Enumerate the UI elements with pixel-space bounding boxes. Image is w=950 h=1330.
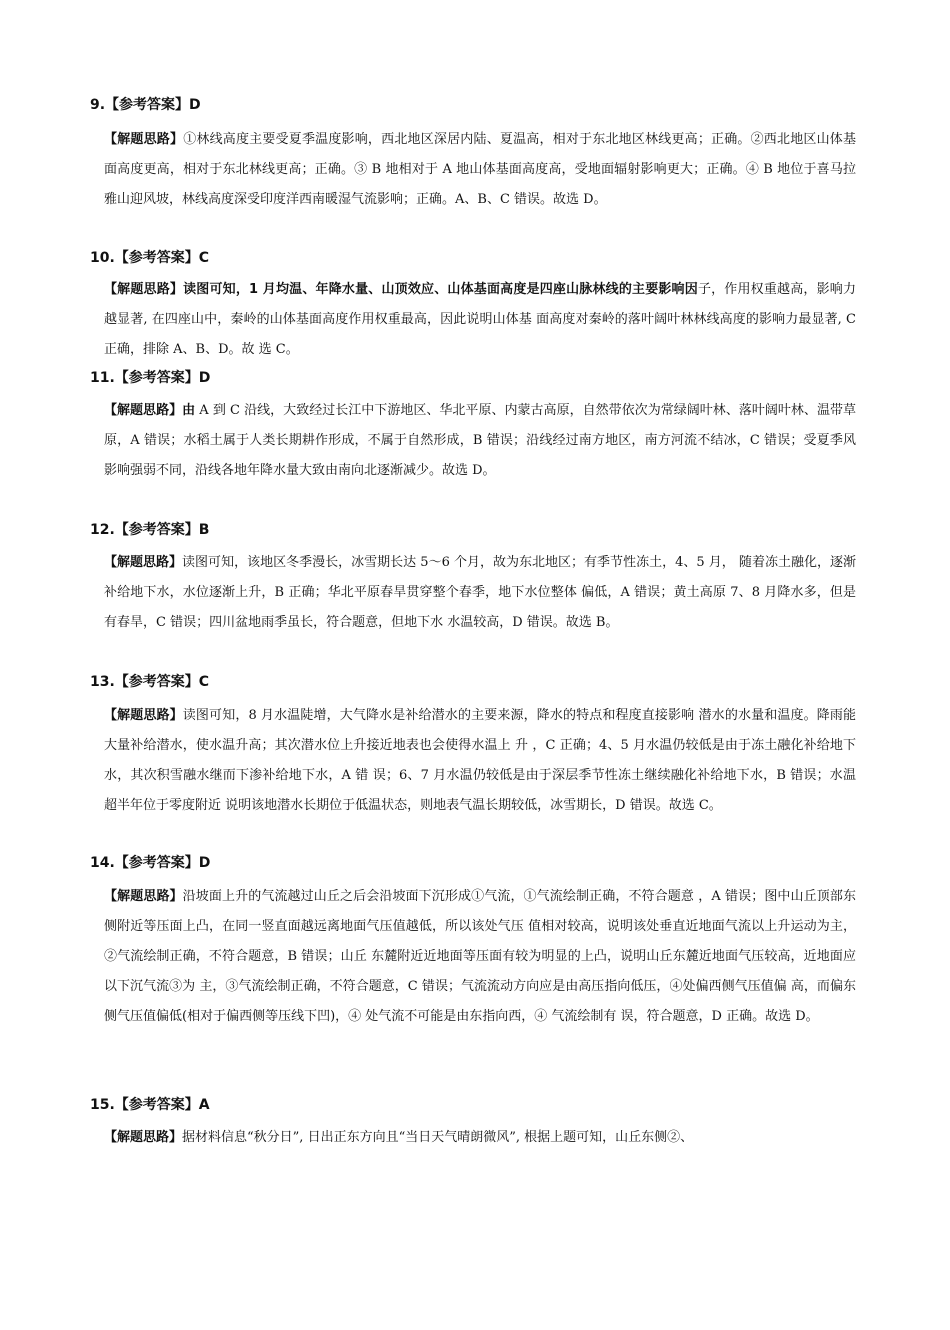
solution-tag: 【解题思路】 bbox=[104, 132, 184, 147]
solution-text: 读图可知，8 月水温陡增，大气降水是补给潜水的主要来源，降水的特点和程度直接影响 潜水的水量和温度。降雨能大量补给潜水，使水温升高；其次潜水位上升接近地表也会使得水温上 升 ，C 正确；4、5 月水温仍较低是由于冻土融化补给地下水，其次积雪融水继而下渗补给地下水，A 错 误；6、7 月水温仍较低是由于深层季节性冻土继续融化补给地下水，B 错误；水温超半年位于零度附近 说明该地潜水长期位于低温状态，则地表气温长期较低，冰雪期长，D 错误。故选 C。 bbox=[104, 708, 856, 813]
solution-text: ①林线高度主要受夏季温度影响，西北地区深居内陆、夏温高，相对于东北地区林线更高；正确。②西北地区山体基面高度更高，相对于东北林线更高；正确。③ B 地相对于 A 地山体基面高度高，受地面辐射影响更大；正确。④ B 地位于喜马拉雅山迎风坡，林线高度深受印度洋西南暖湿气流影响；正确。A、B、C 错误。故选 D。 bbox=[104, 132, 856, 207]
solution-text: A 到 C 沿线，大致经过长江中下游地区、华北平原、内蒙古高原，自然带依次为常绿阔叶林、落叶阔叶林、温带草原，A 错误；水稻土属于人类长期耕作形成，不属于自然形成，B 错误；沿线经过南方地区，南方河流不结冰，C 错误；受夏季风影响强弱不同，沿线各地年降水量大致由南向北逐渐减少。故选 D。 bbox=[104, 403, 856, 478]
solution-text: 子，作用权重越高，影响力越显著, 在四座山中，秦岭的山体基面高度作用权重最高，因此说明山体基 面高度对秦岭的落叶阔叶林林线高度的影响力最显著, C 正确，排除 A、B、D。故 选 C。 bbox=[104, 282, 856, 357]
solution-paragraph bbox=[104, 1123, 856, 1153]
solution-tag: 【解题思路】 bbox=[104, 282, 184, 297]
solution-tag: 【解题思路】 bbox=[104, 555, 183, 570]
solution-paragraph bbox=[104, 396, 856, 486]
answer-heading: 10.【参考答案】C bbox=[90, 250, 210, 266]
solution-tag: 【解题思路】 bbox=[104, 1130, 183, 1145]
answer-heading: 9.【参考答案】D bbox=[90, 97, 201, 113]
solution-paragraph bbox=[104, 701, 856, 821]
solution-paragraph bbox=[104, 275, 856, 365]
answer-heading: 11.【参考答案】D bbox=[90, 370, 211, 386]
solution-text: 读图可知，该地区冬季漫长，冰雪期长达 5～6 个月，故为东北地区；有季节性冻土，4、5 月， 随着冻土融化，逐渐补给地下水，水位逐渐上升，B 正确；华北平原春旱贯穿整个春季，地下水位整体 偏低，A 错误；黄土高原 7、8 月降水多，但是有春旱，C 错误；四川盆地雨季虽长，符合题意，但地下水 水温较高，D 错误。故选 B。 bbox=[104, 555, 856, 630]
solution-tag: 【解题思路】 bbox=[104, 403, 183, 418]
solution-paragraph bbox=[104, 125, 856, 215]
solution-paragraph bbox=[104, 882, 856, 1032]
solution-tag: 【解题思路】 bbox=[104, 708, 183, 723]
solution-paragraph bbox=[104, 548, 856, 638]
solution-lead: 读图可知，1 月均温、年降水量、山顶效应、山体基面高度是四座山脉林线的主要影响因 bbox=[183, 282, 698, 297]
answer-heading: 13.【参考答案】C bbox=[90, 674, 210, 690]
solution-tag: 【解题思路】 bbox=[104, 889, 183, 904]
solution-lead: 由 bbox=[182, 403, 196, 418]
answer-heading: 15.【参考答案】A bbox=[90, 1097, 210, 1113]
answer-heading: 12.【参考答案】B bbox=[90, 522, 210, 538]
solution-text: 沿坡面上升的气流越过山丘之后会沿坡面下沉形成①气流，①气流绘制正确，不符合题意 ，A 错误；图中山丘顶部东侧附近等压面上凸，在同一竖直面越远离地面气压值越低，所以该处气压 值相对较高，说明该处垂直近地面气流以上升运动为主，②气流绘制正确，不符合题意，B 错误；山丘 东麓附近近地面等压面有较为明显的上凸，说明山丘东麓近地面气压较高，近地面应以下沉气流③为 主，③气流绘制正确，不符合题意，C 错误；气流流动方向应是由高压指向低压，④处偏西侧气压值偏 高，而偏东侧气压值偏低(相对于偏西侧等压线下凹)，④ 处气流不可能是由东指向西，④ 气流绘制有 误，符合题意，D 正确。故选 D。 bbox=[104, 889, 856, 1024]
answer-heading: 14.【参考答案】D bbox=[90, 855, 211, 871]
solution-text: 据材料信息“秋分日”, 日出正东方向且“当日天气晴朗微风”, 根据上题可知，山丘东侧②、 bbox=[182, 1130, 694, 1145]
